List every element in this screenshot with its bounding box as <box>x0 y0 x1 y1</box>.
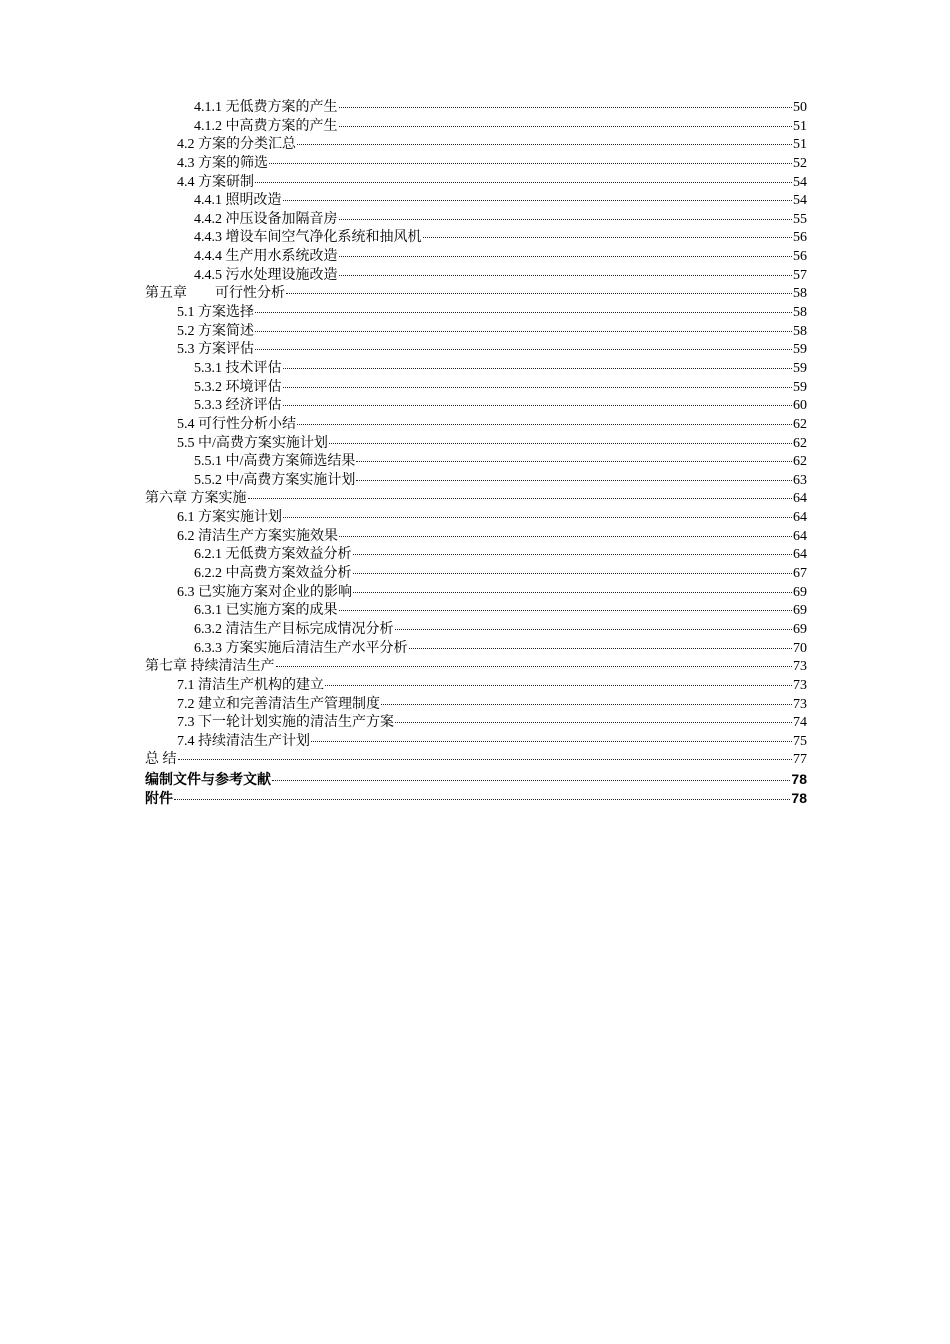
dot-leader <box>329 443 792 444</box>
toc-entry[interactable] <box>145 285 807 304</box>
toc-entry-page-number: 50 <box>793 100 807 115</box>
toc-entry-title: 编制文件与参考文献 <box>145 771 271 788</box>
dot-leader <box>339 275 793 276</box>
toc-entry[interactable] <box>145 229 807 248</box>
dot-leader <box>339 536 792 537</box>
toc-entry-page-number: 73 <box>793 659 807 675</box>
toc-entry-page-number: 58 <box>793 305 807 321</box>
dot-leader <box>339 219 793 220</box>
toc-entry-page-number: 64 <box>793 547 807 563</box>
toc-entry-page-number: 62 <box>793 416 807 432</box>
toc-entry-title: 6.3.2 清洁生产目标完成情况分析 <box>194 621 394 637</box>
toc-entry-title: 5.3 方案评估 <box>177 342 254 358</box>
toc-entry-page-number: 78 <box>791 771 807 788</box>
toc-entry-page-number: 56 <box>793 230 807 246</box>
dot-leader <box>286 293 792 294</box>
toc-entry-title: 7.2 建立和完善清洁生产管理制度 <box>177 696 380 712</box>
toc-entry-page-number: 52 <box>793 155 807 171</box>
toc-entry[interactable] <box>145 211 807 230</box>
toc-entry-title: 附件 <box>145 789 173 806</box>
toc-entry-page-number: 70 <box>793 640 807 656</box>
dot-leader <box>356 480 792 481</box>
toc-entry-title: 6.2 清洁生产方案实施效果 <box>177 528 338 544</box>
toc-entry-title: 4.4.2 冲压设备加隔音房 <box>194 211 338 227</box>
dot-leader <box>255 312 792 313</box>
dot-leader <box>276 666 793 667</box>
toc-entry-title: 4.2 方案的分类汇总 <box>177 137 296 153</box>
toc-entry-title: 第五章 可行性分析 <box>145 286 285 302</box>
table-of-contents <box>145 99 807 807</box>
toc-entry[interactable] <box>145 789 807 808</box>
toc-entry[interactable] <box>145 155 807 174</box>
dot-leader <box>423 237 793 238</box>
toc-entry[interactable] <box>145 379 807 398</box>
toc-entry[interactable] <box>145 174 807 193</box>
toc-entry-page-number: 73 <box>793 677 807 693</box>
dot-leader <box>297 424 792 425</box>
toc-entry-title: 5.5 中/高费方案实施计划 <box>177 435 328 451</box>
dot-leader <box>395 629 793 630</box>
toc-entry-page-number: 69 <box>793 603 807 619</box>
toc-entry[interactable] <box>145 677 807 696</box>
toc-entry-page-number: 59 <box>793 342 807 358</box>
toc-entry-title: 总 结 <box>145 752 177 768</box>
toc-entry-page-number: 74 <box>793 715 807 731</box>
toc-entry-page-number: 69 <box>793 621 807 637</box>
toc-entry[interactable] <box>145 733 807 752</box>
toc-entry-page-number: 55 <box>793 211 807 227</box>
dot-leader <box>283 368 793 369</box>
toc-entry-title: 5.4 可行性分析小结 <box>177 416 296 432</box>
toc-entry[interactable] <box>145 528 807 547</box>
dot-leader <box>381 704 792 705</box>
toc-entry[interactable] <box>145 416 807 435</box>
toc-entry-title: 5.1 方案选择 <box>177 305 254 321</box>
toc-entry-page-number: 57 <box>793 267 807 283</box>
toc-entry-title: 第六章 方案实施 <box>145 491 247 507</box>
toc-entry[interactable] <box>145 323 807 342</box>
toc-entry-title: 5.3.1 技术评估 <box>194 360 282 376</box>
toc-entry-title: 7.3 下一轮计划实施的清洁生产方案 <box>177 715 394 731</box>
toc-entry-title: 4.3 方案的筛选 <box>177 155 268 171</box>
toc-entry-title: 5.3.2 环境评估 <box>194 379 282 395</box>
toc-entry[interactable] <box>145 136 807 155</box>
toc-entry-title: 4.4.5 污水处理设施改造 <box>194 267 338 283</box>
toc-entry[interactable] <box>145 472 807 491</box>
toc-entry[interactable] <box>145 602 807 621</box>
dot-leader <box>283 387 793 388</box>
toc-entry-title: 4.4.3 增设车间空气净化系统和抽风机 <box>194 230 422 246</box>
toc-entry-page-number: 56 <box>793 249 807 265</box>
toc-entry[interactable] <box>145 341 807 360</box>
toc-entry-page-number: 60 <box>793 398 807 414</box>
toc-entry-page-number: 54 <box>793 193 807 209</box>
dot-leader <box>272 780 790 781</box>
dot-leader <box>283 517 792 518</box>
toc-entry[interactable] <box>145 267 807 286</box>
toc-entry-title: 6.3.1 已实施方案的成果 <box>194 603 338 619</box>
toc-entry[interactable] <box>145 397 807 416</box>
toc-entry-title: 7.1 清洁生产机构的建立 <box>177 677 324 693</box>
toc-entry[interactable] <box>145 99 807 118</box>
toc-entry-title: 5.5.2 中/高费方案实施计划 <box>194 472 356 488</box>
toc-entry[interactable] <box>145 118 807 137</box>
toc-entry-page-number: 78 <box>791 789 807 806</box>
toc-entry-title: 5.5.1 中/高费方案筛选结果 <box>194 454 356 470</box>
dot-leader <box>356 461 792 462</box>
toc-entry[interactable] <box>145 360 807 379</box>
toc-entry-page-number: 51 <box>793 137 807 153</box>
toc-entry-page-number: 62 <box>793 454 807 470</box>
toc-entry[interactable] <box>145 248 807 267</box>
dot-leader <box>248 498 793 499</box>
dot-leader <box>283 200 793 201</box>
toc-entry-page-number: 59 <box>793 379 807 395</box>
toc-entry[interactable] <box>145 640 807 659</box>
toc-entry-page-number: 51 <box>793 118 807 134</box>
dot-leader <box>353 592 792 593</box>
toc-entry-page-number: 58 <box>793 323 807 339</box>
toc-entry[interactable] <box>145 490 807 509</box>
dot-leader <box>353 573 793 574</box>
dot-leader <box>255 182 792 183</box>
toc-entry-title: 6.2.2 中高费方案效益分析 <box>194 566 352 582</box>
toc-entry-title: 6.3.3 方案实施后清洁生产水平分析 <box>194 640 408 656</box>
toc-entry[interactable] <box>145 658 807 677</box>
toc-entry[interactable] <box>145 565 807 584</box>
toc-entry-page-number: 63 <box>793 472 807 488</box>
toc-entry[interactable] <box>145 770 807 789</box>
toc-entry-page-number: 64 <box>793 510 807 526</box>
toc-entry-title: 5.2 方案简述 <box>177 323 254 339</box>
dot-leader <box>269 163 792 164</box>
toc-entry[interactable] <box>145 584 807 603</box>
dot-leader <box>297 144 792 145</box>
dot-leader <box>325 685 792 686</box>
dot-leader <box>178 759 793 760</box>
toc-entry[interactable] <box>145 714 807 733</box>
toc-entry-page-number: 54 <box>793 174 807 190</box>
dot-leader <box>339 126 793 127</box>
toc-entry-page-number: 73 <box>793 696 807 712</box>
toc-entry-title: 第七章 持续清洁生产 <box>145 659 275 675</box>
toc-entry-title: 4.1.1 无低费方案的产生 <box>194 100 338 115</box>
toc-entry-title: 6.3 已实施方案对企业的影响 <box>177 584 352 600</box>
toc-entry[interactable] <box>145 621 807 640</box>
dot-leader <box>339 610 793 611</box>
toc-entry-title: 7.4 持续清洁生产计划 <box>177 733 310 749</box>
toc-entry[interactable] <box>145 453 807 472</box>
toc-entry[interactable] <box>145 546 807 565</box>
dot-leader <box>409 648 793 649</box>
dot-leader <box>395 722 792 723</box>
toc-entry-title: 4.4.4 生产用水系统改造 <box>194 249 338 265</box>
dot-leader <box>353 554 793 555</box>
toc-entry-title: 4.4.1 照明改造 <box>194 193 282 209</box>
toc-entry-page-number: 62 <box>793 435 807 451</box>
toc-entry[interactable] <box>145 192 807 211</box>
toc-entry-title: 6.1 方案实施计划 <box>177 510 282 526</box>
dot-leader <box>174 799 790 800</box>
dot-leader <box>339 107 793 108</box>
toc-entry-title: 5.3.3 经济评估 <box>194 398 282 414</box>
toc-entry[interactable] <box>145 435 807 454</box>
toc-entry-page-number: 67 <box>793 566 807 582</box>
toc-entry-title: 4.1.2 中高费方案的产生 <box>194 118 338 134</box>
toc-entry-page-number: 77 <box>793 752 807 768</box>
toc-entry-page-number: 58 <box>793 286 807 302</box>
toc-entry[interactable] <box>145 696 807 715</box>
toc-entry-page-number: 64 <box>793 491 807 507</box>
toc-entry-title: 4.4 方案研制 <box>177 174 254 190</box>
toc-entry-page-number: 64 <box>793 528 807 544</box>
toc-entry[interactable] <box>145 751 807 770</box>
dot-leader <box>283 405 793 406</box>
toc-entry[interactable] <box>145 509 807 528</box>
toc-entry[interactable] <box>145 304 807 323</box>
dot-leader <box>255 331 792 332</box>
toc-entry-title: 6.2.1 无低费方案效益分析 <box>194 547 352 563</box>
toc-entry-page-number: 59 <box>793 360 807 376</box>
toc-entry-page-number: 75 <box>793 733 807 749</box>
dot-leader <box>311 741 792 742</box>
toc-entry-page-number: 69 <box>793 584 807 600</box>
dot-leader <box>339 256 793 257</box>
dot-leader <box>255 349 792 350</box>
